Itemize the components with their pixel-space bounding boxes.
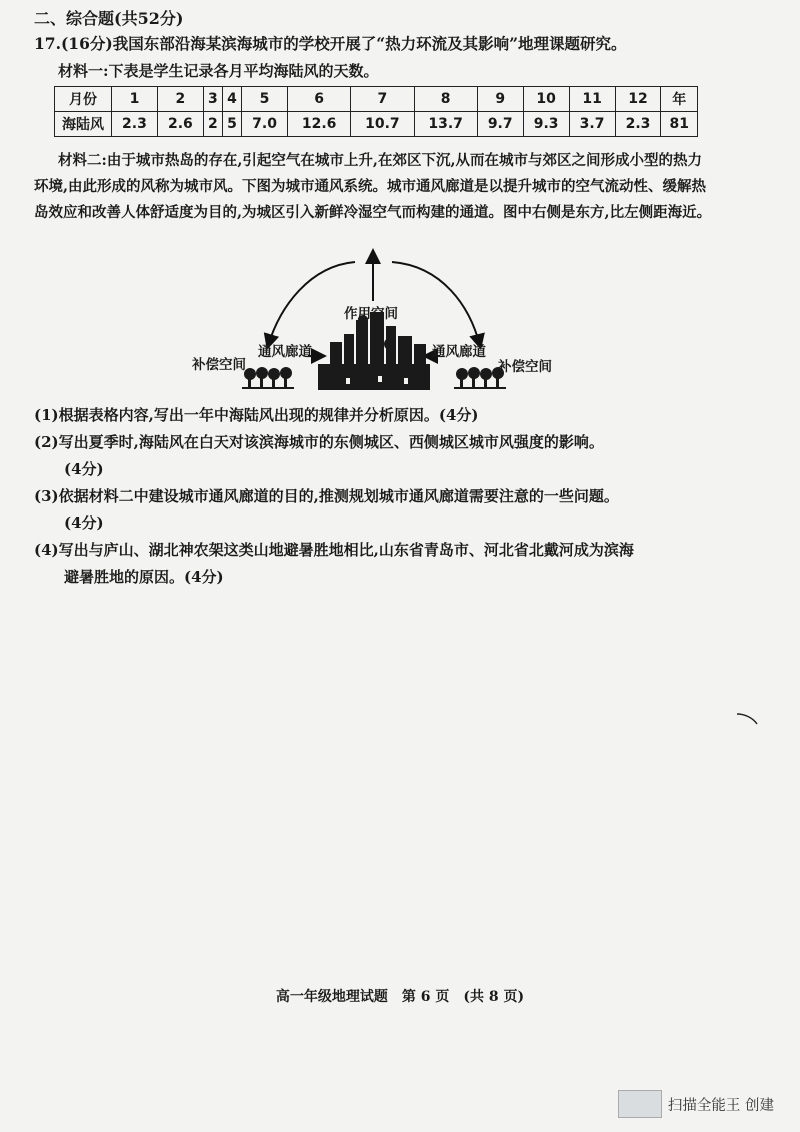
table-cell: 13.7 <box>414 112 477 137</box>
table-cell: 9.7 <box>477 112 523 137</box>
material-2-paragraph <box>34 148 714 226</box>
table-cell: 12 <box>615 87 661 112</box>
scanner-logo-icon <box>618 1090 662 1118</box>
right-compensation-label: 补偿空间 <box>498 359 552 375</box>
table-cell: 1 <box>112 87 158 112</box>
table-cell: 81 <box>661 112 698 137</box>
material-1-intro: 材料一:下表是学生记录各月平均海陆风的天数。 <box>58 62 379 80</box>
right-descending-arc <box>392 262 480 346</box>
table-cell: 6 <box>288 87 351 112</box>
watermark-text: 扫描全能王 创建 <box>667 1097 774 1114</box>
table-cell: 3.7 <box>569 112 615 137</box>
sub-question-text: (2)写出夏季时,海陆风在白天对该滨海城市的东侧城区、西侧城区城市风强度的影响。 <box>34 433 604 451</box>
sub-question-text: (1)根据表格内容,写出一年中海陆风出现的规律并分析原因。(4分) <box>34 406 479 424</box>
table-cell: 7.0 <box>242 112 288 137</box>
action-space-label: 作用空间 <box>344 306 398 322</box>
sub-question-4 <box>34 537 734 591</box>
table-row <box>55 112 698 137</box>
sub-question-text-cont: 避暑胜地的原因。(4分) <box>64 568 224 586</box>
table-cell: 2 <box>203 112 222 137</box>
table-cell: 2 <box>157 87 203 112</box>
table-cell: 4 <box>222 87 241 112</box>
table-cell: 10.7 <box>351 112 414 137</box>
sub-question-3 <box>34 483 734 537</box>
sub-question-1 <box>34 402 734 429</box>
right-corridor-label: 通风廊道 <box>432 344 486 360</box>
table-cell: 9.3 <box>523 112 569 137</box>
table-cell: 海陆风 <box>55 112 112 137</box>
left-corridor-label: 通风廊道 <box>258 344 312 360</box>
table-cell: 月份 <box>55 87 112 112</box>
table-cell: 10 <box>523 87 569 112</box>
ventilation-diagram <box>180 246 580 396</box>
sub-question-2 <box>34 429 734 483</box>
scanner-watermark <box>618 1090 774 1118</box>
table-cell: 9 <box>477 87 523 112</box>
sub-questions <box>34 402 734 591</box>
sea-land-breeze-table <box>54 86 698 137</box>
section-title: 二、综合题(共52分) <box>34 9 184 28</box>
table-cell: 5 <box>242 87 288 112</box>
material-2-text: 材料二:由于城市热岛的存在,引起空气在城市上升,在郊区下沉,从而在城市与郊区之间形成小型的热力环境,由此形成的风称为城市风。下图为城市通风系统。城市通风廊道是以提升城市的空气流动性、缓解热岛效应和改善人体舒适度为目的,为城区引入新鲜冷湿空气而构建的通道。图中右侧是东方,比左侧距海近。 <box>34 152 712 221</box>
table-cell: 12.6 <box>288 112 351 137</box>
left-descending-arc <box>268 262 355 346</box>
question-17-title: 17.(16分)我国东部沿海某滨海城市的学校开展了“热力环流及其影响”地理课题研究。 <box>34 34 627 53</box>
left-trees <box>242 367 294 389</box>
table-cell: 年 <box>661 87 698 112</box>
table-cell: 2.6 <box>157 112 203 137</box>
table-header-row <box>55 87 698 112</box>
table-cell: 7 <box>351 87 414 112</box>
table-cell: 2.3 <box>112 112 158 137</box>
sub-question-text: (4)写出与庐山、湖北神农架这类山地避暑胜地相比,山东省青岛市、河北省北戴河成为滨海 <box>34 541 634 559</box>
table-cell: 11 <box>569 87 615 112</box>
table-cell: 8 <box>414 87 477 112</box>
sub-question-text: (3)依据材料二中建设城市通风廊道的目的,推测规划城市通风廊道需要注意的一些问题。 <box>34 487 619 505</box>
left-compensation-label: 补偿空间 <box>192 357 246 373</box>
page-footer: 高一年级地理试题 第 6 页 (共 8 页) <box>275 989 525 1005</box>
table-cell: 2.3 <box>615 112 661 137</box>
pen-mark <box>735 712 759 726</box>
city-skyline <box>318 312 430 390</box>
sub-question-score: (4分) <box>64 460 104 478</box>
sub-question-score: (4分) <box>64 514 104 532</box>
table-cell: 5 <box>222 112 241 137</box>
table-cell: 3 <box>203 87 222 112</box>
